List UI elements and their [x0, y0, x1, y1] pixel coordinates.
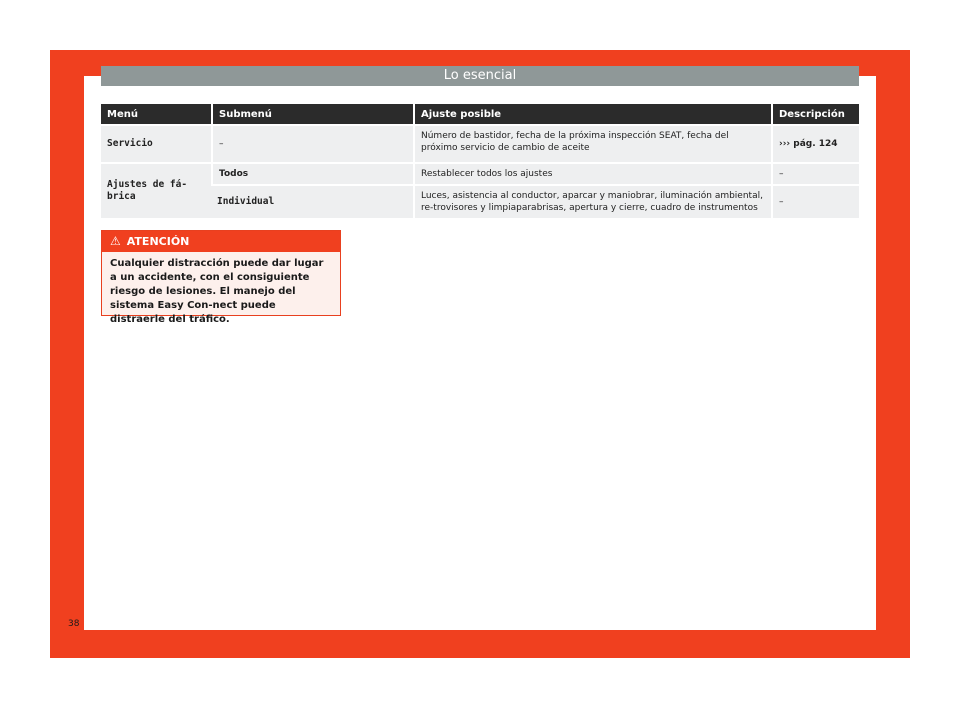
cell-setting: Luces, asistencia al conductor, aparcar y maniobrar, iluminación ambiental, re-trovisores y limpiaparabrisas, apertura y cierre, cuadro de instrumentos — [413, 186, 771, 218]
table-header-row — [101, 104, 859, 124]
column-header-menu: Menú — [101, 104, 211, 124]
cell-submenu: Individual — [211, 186, 413, 218]
section-header: Lo esencial — [101, 66, 859, 86]
warning-text: Cualquier distracción puede dar lugar a un accidente, con el consiguiente riesgo de lesiones. El manejo del sistema Easy Con-nect puede distraerle del tráfico. — [110, 258, 324, 325]
table-row — [101, 164, 859, 184]
warning-box — [101, 230, 341, 325]
cell-submenu: Todos — [211, 164, 413, 184]
cell-description: – — [771, 164, 859, 184]
table-row — [101, 186, 859, 218]
cell-description: – — [771, 186, 859, 218]
page-number: 38 — [68, 619, 80, 629]
column-header-setting: Ajuste posible — [413, 104, 771, 124]
cell-description: ››› pág. 124 — [771, 126, 859, 162]
cell-submenu: – — [211, 126, 413, 162]
cell-setting: Restablecer todos los ajustes — [413, 164, 771, 184]
table-row — [101, 126, 859, 162]
warning-header — [102, 231, 340, 252]
column-header-submenu: Submenú — [211, 104, 413, 124]
cell-menu: Servicio — [101, 126, 211, 162]
cell-menu: Ajustes de fá- brica — [101, 164, 211, 218]
warning-title: ATENCIÓN — [126, 235, 190, 248]
cell-setting: Número de bastidor, fecha de la próxima inspección SEAT, fecha del próximo servicio de cambio de aceite — [413, 126, 771, 162]
settings-table — [101, 102, 859, 220]
warning-triangle-icon: ⚠ — [110, 234, 121, 248]
column-header-description: Descripción — [771, 104, 859, 124]
